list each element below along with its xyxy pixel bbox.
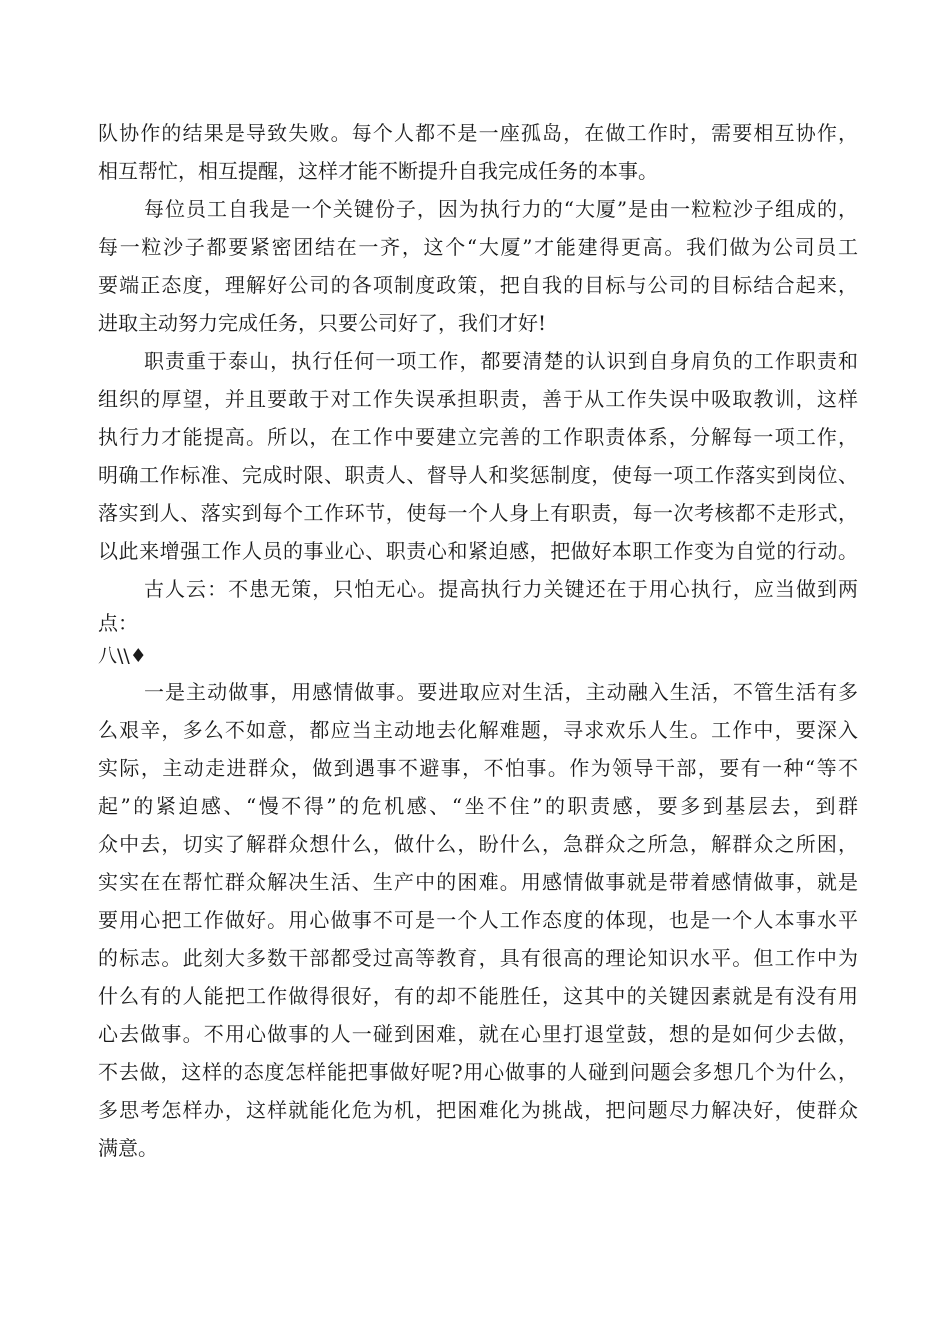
text-line: 起”的紧迫感、“慢不得”的危机感、“坐不住”的职责感，要多到基层去，到群 — [98, 794, 858, 818]
text-line: 以此来增强工作人员的事业心、职责心和紧迫感，把做好本职工作变为自觉的行动。 — [98, 539, 858, 563]
text-line: 相互帮忙，相互提醒，这样才能不断提升自我完成任务的本事。 — [98, 159, 658, 183]
text-line: 进取主动努力完成任务，只要公司好了，我们才好! — [98, 311, 547, 335]
text-line: 点： — [98, 611, 138, 635]
text-line: 不去做，这样的态度怎样能把事做好呢?用心做事的人碰到问题会多想几个为什么， — [98, 1060, 858, 1084]
text-line: 要用心把工作做好。用心做事不可是一个人工作态度的体现，也是一个人本事水平 — [98, 908, 858, 932]
text-line: 的标志。此刻大多数干部都受过高等教育，具有很高的理论知识水平。但工作中为 — [98, 946, 858, 970]
text-line: 要端正态度，理解好公司的各项制度政策，把自我的目标与公司的目标结合起来， — [98, 273, 858, 297]
text-line: 明确工作标准、完成时限、职责人、督导人和奖惩制度，使每一项工作落实到岗位、 — [98, 463, 858, 487]
text-line: 每位员工自我是一个关键份子，因为执行力的“大厦”是由一粒粒沙子组成的， — [144, 197, 858, 221]
text-line: 每一粒沙子都要紧密团结在一齐，这个“大厦”才能建得更高。我们做为公司员工 — [98, 235, 858, 259]
text-line: 实实在在帮忙群众解决生活、生产中的困难。用感情做事就是带着感情做事，就是 — [98, 870, 858, 894]
text-line: 职责重于泰山，执行任何一项工作，都要清楚的认识到自身肩负的工作职责和 — [144, 349, 858, 373]
text-line: 实际，主动走进群众，做到遇事不避事，不怕事。作为领导干部，要有一种“等不 — [98, 756, 858, 780]
text-line: 一是主动做事，用感情做事。要进取应对生活，主动融入生活，不管生活有多 — [144, 680, 858, 704]
text-line: 多思考怎样办，这样就能化危为机，把困难化为挑战，把问题尽力解决好，使群众 — [98, 1098, 858, 1122]
text-line: 什么有的人能把工作做得很好，有的却不能胜任，这其中的关键因素就是有没有用 — [98, 984, 858, 1008]
text-line: 么艰辛，多么不如意，都应当主动地去化解难题，寻求欢乐人生。工作中，要深入 — [98, 718, 858, 742]
text-line: 众中去，切实了解群众想什么，做什么，盼什么，急群众之所急，解群众之所困， — [98, 832, 858, 856]
text-line: 古人云：不患无策，只怕无心。提高执行力关键还在于用心执行，应当做到两 — [144, 577, 858, 601]
stray-symbol-line: 八\\♦ — [98, 645, 147, 667]
text-line: 执行力才能提高。所以，在工作中要建立完善的工作职责体系，分解每一项工作， — [98, 425, 858, 449]
text-line: 落实到人、落实到每个工作环节，使每一个人身上有职责，每一次考核都不走形式， — [98, 501, 858, 525]
body-text — [98, 114, 858, 1167]
text-line: 组织的厚望，并且要敢于对工作失误承担职责，善于从工作失误中吸取教训，这样 — [98, 387, 858, 411]
text-line: 队协作的结果是导致失败。每个人都不是一座孤岛，在做工作时，需要相互协作， — [98, 121, 858, 145]
text-line: 满意。 — [98, 1136, 158, 1160]
text-line: 心去做事。不用心做事的人一碰到困难，就在心里打退堂鼓，想的是如何少去做， — [98, 1022, 858, 1046]
